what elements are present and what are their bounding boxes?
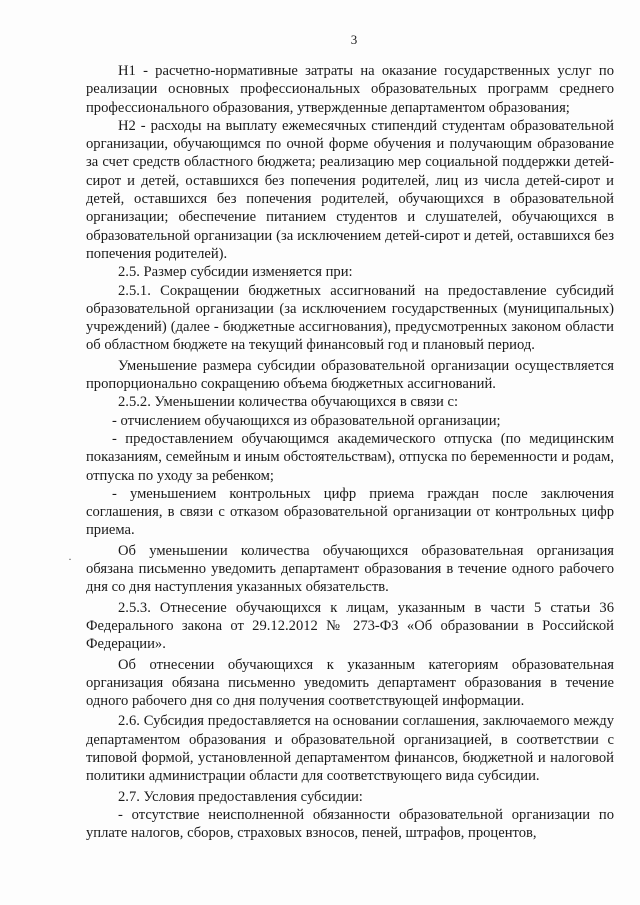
- paragraph-2-7: 2.7. Условия предоставления субсидии:: [118, 788, 363, 805]
- paragraph-2-5: 2.5. Размер субсидии изменяется при:: [118, 264, 353, 281]
- list-item-expulsion: - отчислением обучающихся из образовательной организации;: [112, 412, 501, 429]
- list-item-leave: - предоставлением обучающимся академического отпуска (по медицинским показаниям, семейным и иным обстоятельствам), отпуска по беременности и родам, отпуска по уходу за ребенком;: [86, 430, 614, 484]
- paragraph-n1: Н1 - расчетно-нормативные затраты на оказание государственных услуг по реализации основных профессиональных образовательных программ среднего профессионального образования, утвержденные департаментом образования;: [86, 63, 614, 116]
- paragraph-2-6: 2.6. Субсидия предоставляется на основании соглашения, заключаемого между департаментом образования и образовательной организацией, в соответствии с типовой формой, установленной департаментом финансов, бюджетной и налоговой политики администрации области для соответствующего вида субсидии.: [86, 713, 614, 785]
- paragraph-2-5-2: 2.5.2. Уменьшении количества обучающихся в связи с:: [118, 394, 459, 411]
- paragraph-notify-category: Об отнесении обучающихся к указанным категориям образовательная организация обязана письменно уведомить департамент образования в течение одного рабочего дня со дня получения соответствующей информации.: [86, 656, 614, 710]
- paragraph-reduction: Уменьшение размера субсидии образовательной организации осуществляется пропорционально сокращению объема бюджетных ассигнований.: [86, 357, 614, 393]
- paragraph-n2: Н2 - расходы на выплату ежемесячных стипендий студентам образовательной организации, обучающимся по очной форме обучения и получающим образование за счет средств областного бюджета; реализацию мер социальной поддержки детей-сирот и детей, оставшихся без попечения родителей, лиц из числа детей-сирот и детей, оставшихся без попечения родителей, обучающихся в образовательной организации; обеспечение питанием студентов и слушателей, обучающихся в образовательной организации (за исключением детей-сирот и детей, оставшихся без попечения родителей).: [86, 117, 614, 262]
- paragraph-2-5-1: 2.5.1. Сокращении бюджетных ассигнований на предоставление субсидий образовательной организации (за исключением государственных (муниципальных) учреждений) (далее - бюджетные ассигнования), предусмотренных законом области об областном бюджете на текущий финансовый год и плановый период.: [86, 282, 614, 354]
- list-item-control-figures: - уменьшением контрольных цифр приема граждан после заключения соглашения, в связи с отказом образовательной организации от контрольных цифр приема.: [86, 485, 614, 539]
- paragraph-notify-decrease: Об уменьшении количества обучающихся образовательная организация обязана письменно уведомить департамент образования в течение одного рабочего дня со дня наступления указанных обязательств.: [86, 542, 614, 596]
- paragraph-2-5-3: 2.5.3. Отнесение обучающихся к лицам, указанным в части 5 статьи 36 Федерального закона от 29.12.2012 № 273-ФЗ «Об образовании в Российской Федерации».: [86, 599, 614, 653]
- page-number: 3: [350, 32, 358, 47]
- scan-speck: ·: [68, 552, 72, 566]
- list-item-no-tax-debt: - отсутствие неисполненной обязанности образовательной организации по уплате налогов, сборов, страховых взносов, пеней, штрафов, процентов,: [86, 806, 614, 842]
